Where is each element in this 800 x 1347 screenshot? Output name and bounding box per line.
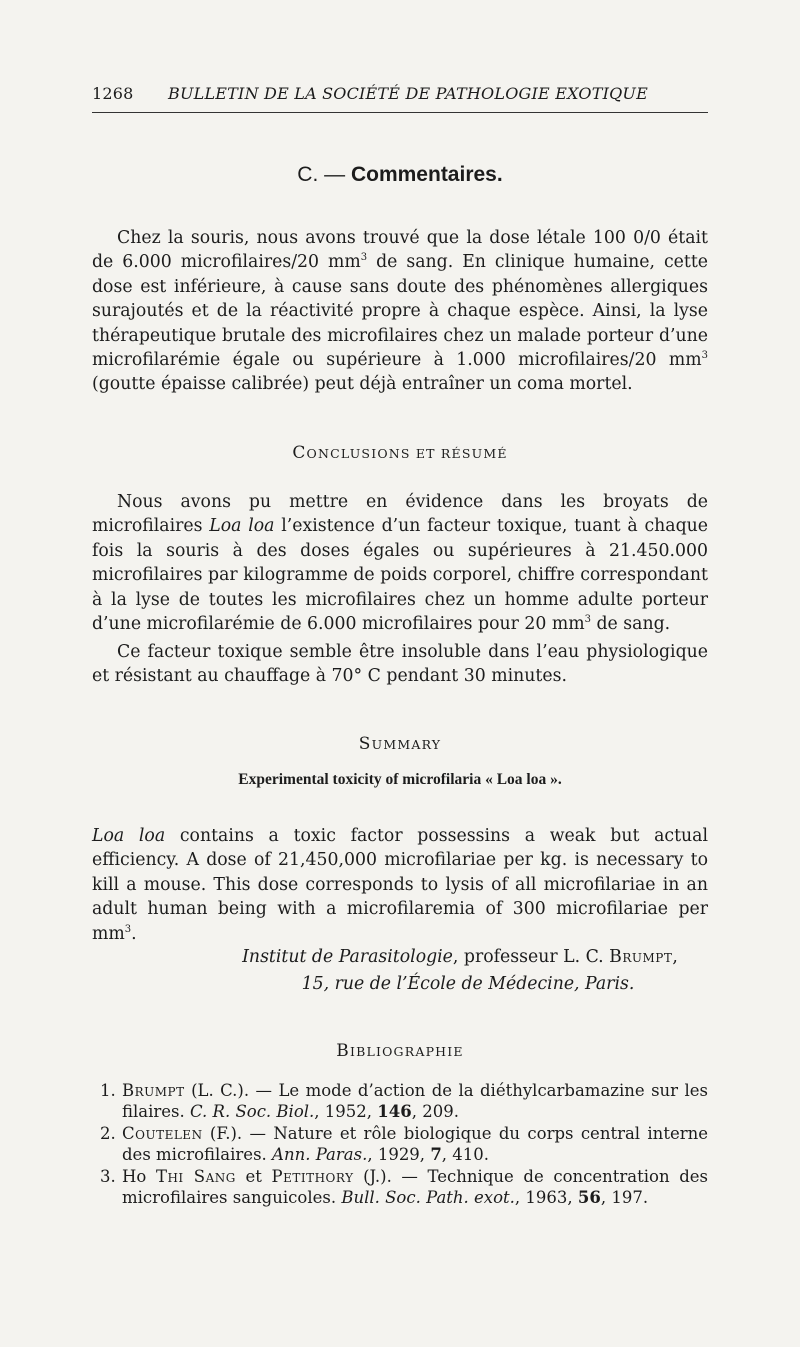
bib-journal: Bull. Soc. Path. exot. [341,1187,515,1207]
affiliation-text: , professeur L. C. [452,947,610,967]
affiliation-text: , [672,947,678,967]
bib-text: et [235,1167,272,1186]
heading-rest: ONCLUSIONS [306,446,411,461]
bibliography-list [92,1081,708,1210]
para-text: de sang. En clinique humaine, cette dose est inférieure, à cause sans doute des phénomènes allergiques surajoutés et de la réactivité propre à chaque espèce. Ainsi, la lyse thérapeutique brutale des microfilaires chez un malade porteur d’une microfilarémie égale ou supérieure à 1.000 microfilaires/20 mm [92,252,709,371]
bib-item-2 [92,1124,708,1165]
header-rule [92,112,708,113]
bib-volume: 146 [377,1101,412,1121]
affiliation-line-1 [120,945,800,969]
bib-number: 1. [100,1081,116,1100]
heading-rest: RÉSUMÉ [440,446,508,461]
bib-text: , 1929, [367,1144,431,1164]
section-heading-commentaires [0,163,800,187]
para-text: de sang. [591,614,671,635]
bib-volume: 7 [430,1144,442,1164]
bibliography-heading [0,1041,800,1061]
superscript: 3 [360,252,368,264]
bib-text: (F.). — Nature et rôle biologique du corps central interne des microfilaires. [122,1124,708,1164]
conclusions-paragraph-2 [92,640,708,689]
heading-joiner: ET [410,446,441,461]
bib-text: , 209. [411,1101,459,1121]
bib-text: , 1952, [314,1101,378,1121]
commentaires-paragraph [92,226,708,397]
heading-initial: S [358,734,372,754]
bib-item-1 [92,1081,708,1122]
bib-number: 2. [100,1124,116,1143]
heading-rest: IBLIOGRAPHIE [349,1044,464,1059]
bib-text: (L. C.). — Le mode d’action de la diéthylcarbamazine sur les filaires. [122,1081,708,1121]
bib-author: Brumpt [122,1081,185,1100]
para-text: (goutte épaisse calibrée) peut déjà entraîner un coma mortel. [92,374,633,395]
summary-heading [0,734,800,754]
bib-text: , 197. [600,1187,649,1207]
summary-subtitle: Experimental toxicity of microfilaria « Loa loa ». [238,771,562,788]
bib-author: Thi Sang [155,1167,236,1186]
conclusions-heading [0,443,800,463]
bib-text: , 1963, [514,1187,578,1207]
para-text: Nous avons pu mettre en évidence dans les broyats de microfilaires [92,492,708,537]
conclusions-paragraph-1 [92,490,708,636]
institute-name: Institut de Parasitologie [242,947,453,967]
bib-journal: C. R. Soc. Biol. [190,1101,315,1121]
bib-volume: 56 [577,1187,601,1207]
bib-number: 3. [100,1167,116,1186]
heading-initial: B [336,1041,350,1061]
para-text: . [131,923,137,944]
bib-text: (J.). — Technique de concentration des microfilaires sanguicoles. [122,1167,709,1207]
page-number: 1268 [92,84,134,103]
affiliation-address: 15, rue de l’École de Médecine, Paris. [301,974,635,994]
species-name: Loa loa [92,826,166,846]
para-text: Chez la souris, nous avons trouvé que la dose létale 100 0/0 était de 6.000 microfilaires/20 mm [92,228,708,273]
para-text: contains a toxic factor possessins a weak but actual efficiency. A dose of 21,450,000 microfilariae per kg. is necessary to kill a mouse. This dose corresponds to lysis of all microfilariae in an adult human being with a microfilaremia of 300 microfilariae per mm [92,826,708,944]
bib-author: Coutelen [122,1124,203,1143]
heading-rest: UMMARY [371,737,442,752]
section-title: Commentaires. [350,163,503,186]
superscript: 3 [124,923,132,935]
superscript: 3 [701,350,708,362]
bib-author: Ho [122,1167,156,1186]
bib-text: , 410. [441,1144,490,1164]
section-prefix: C. — [297,163,351,186]
species-name: Loa loa [209,516,275,537]
bib-item-3 [92,1167,708,1208]
professor-name: Brumpt [609,947,673,967]
summary-paragraph [92,824,708,946]
heading-initial: C [292,443,307,463]
bib-journal: Ann. Paras. [272,1144,368,1164]
journal-title: BULLETIN DE LA SOCIÉTÉ DE PATHOLOGIE EXOTIQUE [168,84,648,103]
bib-author: Petithory [271,1167,354,1186]
para-text: Ce facteur toxique semble être insoluble dans l’eau physiologique et résistant au chauffage à 70° C pendant 30 minutes. [92,642,708,687]
superscript: 3 [584,614,591,626]
para-text: l’existence d’un facteur toxique, tuant à chaque fois la souris à des doses égales ou supérieures à 21.450.000 microfilaires par kilogramme de poids corporel, chiffre correspondant à la lyse de toutes les microfilaires chez un homme adulte porteur d’une microfilarémie de 6.000 microfilaires pour 20 mm [92,516,708,635]
